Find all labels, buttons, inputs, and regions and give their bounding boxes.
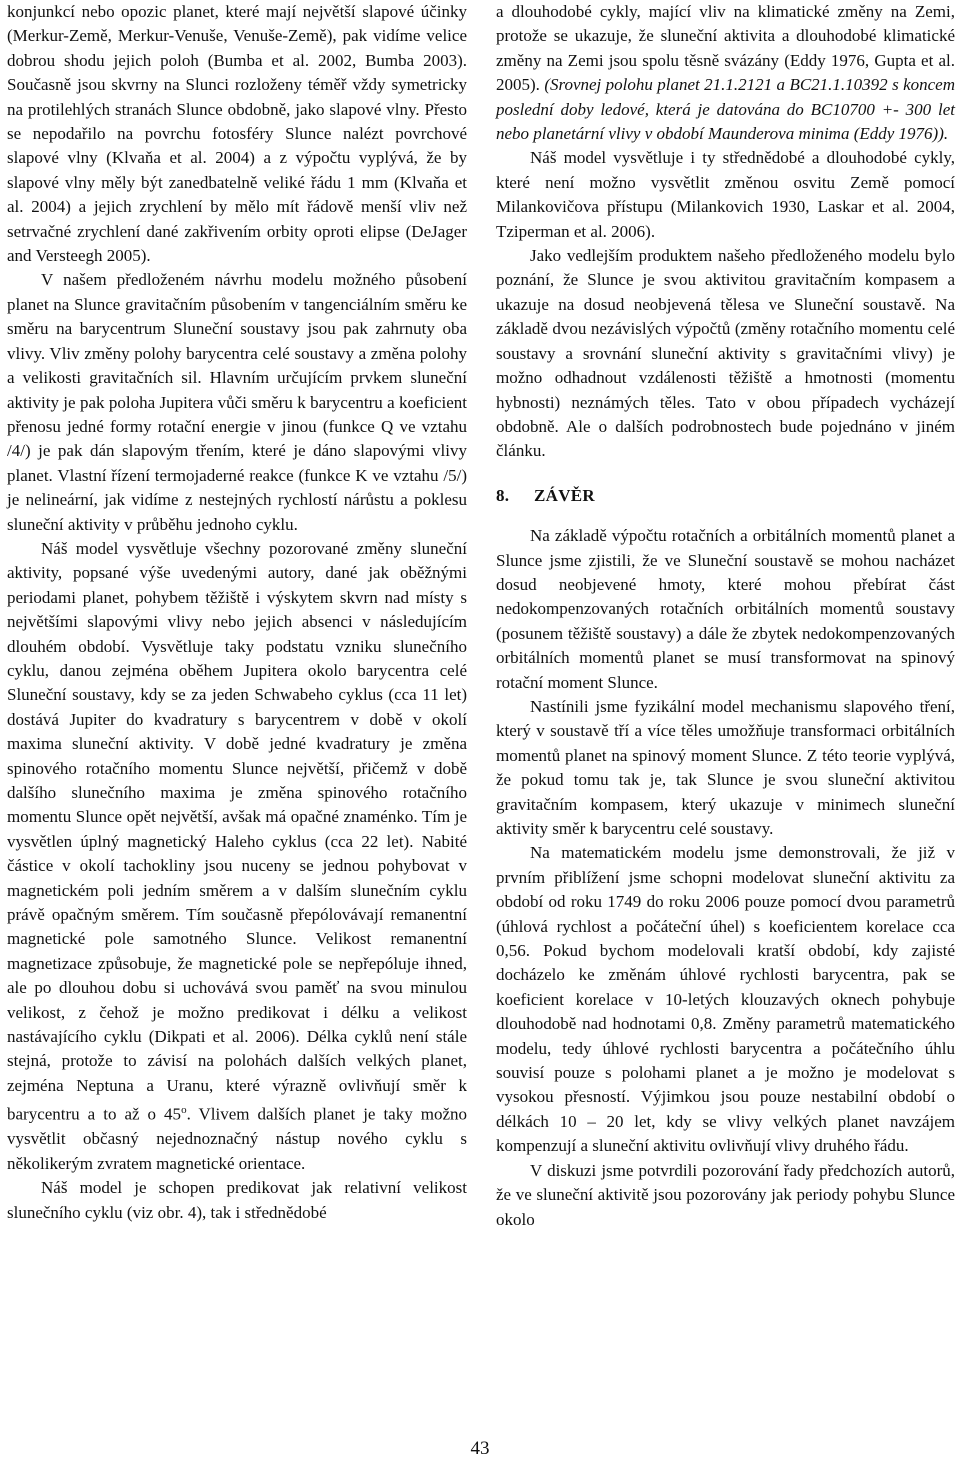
page-number: 43 [470,1438,490,1459]
paragraph-left-3-end: . Vlivem dalších planet je taky možno vysvětlit občasný nejednoznačný nástup nového cyklu s několikerým zvratem magnetické orientace. [7,1104,468,1173]
paragraph-left-1: konjunkcí nebo opozic planet, které mají největší slapové účinky (Merkur-Země, Merkur-Venuše, Venuše-Země), pak vidíme velice dobrou shodu jejich poloh (Bumba et al. 2002, Bumba 2003). Současně jsou skvrny na Slunci rozloženy téměř vždy symetricky na protilehlých stranách Slunce obdobně, jako slapové vlny. Přesto se nepodařilo na povrchu fotosféry Slunce nalézt povrchové slapové vlny (Klvaňa et al. 2004) a z výpočtu vyplývá, že by slapové vlny měly být zanedbatelně veliké řádu 1 mm (Klvaňa et al. 2004) a jejich zrychlení by mělo mít řádově menší vliv než setrvačné zrychlení dané zakřivením orbity oproti elipse (DeJager and Versteegh 2005). [7,2,467,266]
paragraph-right-5: Nastínili jsme fyzikální model mechanismu slapového tření, který v soustavě tří a více těles umožňuje transformaci orbitálních momentů planet na spinový moment Slunce. Z této teorie vyplývá, že pokud tomu tak je, tak Slunce je svou sluneční aktivitou gravitačním kompasem, který ukazuje v minimech sluneční aktivity směr k barycentru celé soustavy. [496,696,955,838]
paragraph-left-3-text: Náš model vysvětluje všechny pozorované změny sluneční aktivity, popsané výše uvedenými autory, dané jak oběžnými periodami planet, pohybem těžiště i výskytem skvrn nad místy s největšími slapovými vlivy nebo jejich absenci v následujícím dlouhém období. Vysvětluje taky podstatu vzniku slunečního cyklu, danou zejména oběhem Jupitera okolo barycentra celé Sluneční soustavy, kdy se za jeden Schwabeho cyklus (cca 11 let) dostává Jupiter do kvadratury s barycentrem v době v okolí maxima sluneční aktivity. V době jedné kvadratury je změna spinového rotačního momentu Slunce největší, přičemž v době dalšího slunečního maxima je změna spinového rotačního momentu Slunce opět největší, avšak má opačné znaménko. Tím je vysvětlen úplný magnetický Haleho cyklus (cca 22 let). Nabité částice v okolí tachokliny jsou nuceny se jednou pohybovat v magnetickém poli jedním směrem a v dalším slunečním cyklu právě opačným směrem. Tím současně přepólovávají remanentní magnetické pole samotného Slunce. Velikost remanentní magnetizace způsobuje, že magnetické pole se nepřepóluje ihned, ale po dlouhou dobu si uchovává svou paměť na svou minulou velikost, z čehož je možno predikovat i délku a velikost nastávajícího cyklu (Dikpati et al. 2006). Délka cyklů není stále stejná, protože to závisí na polohách dalších velkých planet, zejména Neptuna a Uranu, které výrazně ovlivňují směr k barycentru a to až o 45 [7,538,467,1124]
paragraph-right-6: Na matematickém modelu jsme demonstrovali, že již v prvním přiblížení jsme schopni modelovat sluneční aktivitu za období od roku 1749 do roku 2006 pouze pomocí dvou parametrů (úhlová rychlost a počáteční úhel) s koeficientem korelace cca 0,56. Pokud bychom modelovali kratší období, kdy zajisté docházelo ke změnám úhlové rychlosti barycentra, pak se koeficient korelace v 10-letých klouzavých oknech pohybuje dlouhodobě nad hodnotami 0,8. Změny parametrů matematického modelu, tedy úhlové rychlosti barycentra a počátečního úhlu souvisí pouze s polohami planet a je možno je modelovat s vysokou přesností. Výjimkou jsou pouze nestabilní období o délkách 10 – 20 let, kdy se vlivy velkých planet navzájem kompenzují a sluneční aktivitu ovlivňují vlivy druhého řádu. [496,843,955,1156]
section-number: 8. [496,485,510,505]
paragraph-right-1-italic: (Srovnej polohu planet 21.1.2121 a BC21.1.10392 s koncem poslední doby ledové, která je datována do BC10700 +- 300 let nebo planetární vlivy v období Maunderova minima (Eddy 1976)). [496,75,955,144]
paragraph-right-7: V diskuzi jsme potvrdili pozorování řady předchozích autorů, že ve sluneční aktivitě jsou pozorovány jak periody pohybu Slunce okolo [496,1160,955,1229]
left-column [7,0,467,1225]
section-heading [496,484,955,508]
section-title: ZÁVĚR [534,485,596,505]
degree-superscript: o [181,1104,187,1117]
paragraph-left-2: V našem předloženém návrhu modelu možného působení planet na Slunce gravitačním působením v tangenciálním směru ke směru na barycentrum Sluneční soustavy jsou pak zahrnuty oba vlivy. Vliv změny polohy barycentra celé soustavy a změna polohy a velikosti gravitačních sil. Hlavním určujícím prvkem sluneční aktivity je pak poloha Jupitera vůči směru k barycentru a koeficient přenosu jedné formy rotační energie v jinou (funkce Q ve vztahu /4/) je pak dán slapovým třením, které je dáno slapovými vlivy planet. Vlastní řízení termojaderné reakce (funkce K ve vztahu /5/) je nelineární, jak vidíme z nestejných rychlostí nárůstu a poklesu sluneční aktivity v průběhu jednoho cyklu. [7,270,467,534]
paragraph-left-3 [7,537,467,1176]
paragraph-left-4: Náš model je schopen predikovat jak relativní velikost slunečního cyklu (viz obr. 4), tak i střednědobé [7,1178,467,1222]
paragraph-right-3: Jako vedlejším produktem našeho předloženého modelu bylo poznání, že Slunce je svou aktivitou gravitačním kompasem a ukazuje na dosud neobjevená tělesa ve Sluneční soustavě. Na základě dvou nezávislých výpočtů (změny rotačního momentu celé soustavy a srovnání sluneční aktivity s gravitačními vlivy) je možno odhadnout vzdálenosti těžiště a hmotnosti (momentu hybnosti) neznámých těles. Tato v obou případech vycházejí obdobně. Ale o dalších podrobnostech bude pojednáno v jiném článku. [496,246,955,461]
paragraph-right-1-text: a dlouhodobé cykly, mající vliv na klimatické změny na Zemi, protože se ukazuje, že sluneční aktivita a dlouhodobé klimatické změny na Zemi jsou spolu těsně svázány (Eddy 1976, Gupta et al. 2005). [496,2,955,95]
right-column [496,0,955,1232]
paragraph-right-2: Náš model vysvětluje i ty střednědobé a dlouhodobé cykly, které není možno vysvětlit změnou osvitu Země pomocí Milankovičova přístupu (Milankovich 1930, Laskar et al. 2004, Tziperman et al. 2006). [496,148,955,241]
paragraph-right-4: Na základě výpočtu rotačních a orbitálních momentů planet a Slunce jsme zjistili, že ve Sluneční soustavě se mohou nacházet dosud neobjevené hmoty, které mohou přebírat část nedokompenzovaných rotačních orbitálních momentů soustavy (posunem těžiště soustavy) a dále že zbytek nedokompenzovaných orbitálních momentů planet se musí transformovat na spinový rotační moment Slunce. [496,526,955,692]
paragraph-right-1 [496,0,955,146]
